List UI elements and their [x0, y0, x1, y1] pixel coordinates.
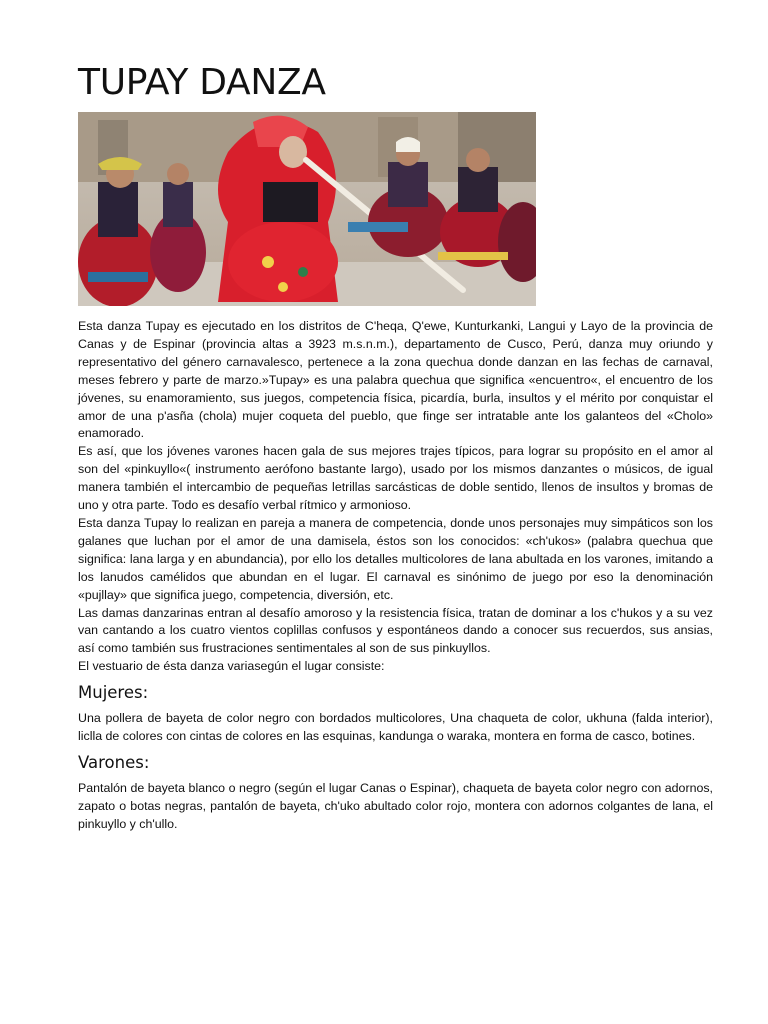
paragraph: Las damas danzarinas entran al desafío amoroso y la resistencia física, tratan de dominar a los c'hukos y a su vez van cantando a los cuatro vientos coplillas confusos y espontáneos dando a conocer sus recuerdos, sus ansias, así como también sus frustraciones sentimentales al son de sus pinkuyllos. [78, 605, 713, 656]
page-title: TUPAY DANZA [78, 62, 326, 103]
section-text-mujeres: Una pollera de bayeta de color negro con bordados multicolores, Una chaqueta de color, ukhuna (falda interior), liclla de colores con cintas de colores en las esquinas, kandunga o waraka, montera en forma de casco, botines. [78, 711, 713, 744]
paragraph: Esta danza Tupay lo realizan en pareja a manera de competencia, donde unos personajes muy simpáticos son los galanes que luchan por el amor de una damisela, éstos son los conocidos: «ch'ukos» (palabra quechua que significa: lana larga y en abundancia), por ello los detalles multicolores de lana abultada en los varones, imitando a los lanudos camélidos que abundan en el lugar. El carnaval es sinónimo de juego por eso la denominación «pujllay» que significa juego, competencia, diversión, etc. [78, 515, 713, 602]
section-heading-mujeres: Mujeres: [78, 683, 149, 703]
document-body [78, 318, 713, 834]
section-heading-varones: Varones: [78, 752, 150, 772]
dance-photo [78, 112, 536, 306]
paragraph: El vestuario de ésta danza variasegún el lugar consiste: [78, 659, 385, 674]
paragraph: Es así, que los jóvenes varones hacen gala de sus mejores trajes típicos, para lograr su propósito en el amor al son del «pinkuyllo«( instrumento aerófono bastante largo), usado por los mismos danzantes o músicos, de igual manera también el intercambio de pequeñas letrillas sarcásticas de doble sentido, llenos de insultos y bromas de uno y otra parte. Todo es desafío verbal rítmico y armonioso. [78, 444, 713, 513]
paragraph: Esta danza Tupay es ejecutado en los distritos de C'heqa, Q'ewe, Kunturkanki, Langui y Layo de la provincia de Canas y de Espinar (provincia altas a 3923 m.s.n.m.), departamento de Cusco, Perú, danza muy oriundo y representativo del género carnavalesco, pertenece a la zona quechua donde danzan en las fechas de carnaval, meses febrero y parte de marzo.»Tupay» es una palabra quechua que significa «encuentro«, el encuentro de los jóvenes, su enamoramiento, sus juegos, competencia física, picardía, burla, insultos y el mérito por conquistar el amor de una p'asña (chola) mujer coqueta del pueblo, que finge ser intratable ante los galanteos del «Cholo» enamorado. [78, 319, 713, 441]
section-text-varones: Pantalón de bayeta blanco o negro (según el lugar Canas o Espinar), chaqueta de bayeta color negro con adornos, zapato o botas negras, pantalón de bayeta, ch'uko abultado color rojo, montera con adornos colgantes de lana, el pinkuyllo y ch'ullo. [78, 780, 713, 831]
